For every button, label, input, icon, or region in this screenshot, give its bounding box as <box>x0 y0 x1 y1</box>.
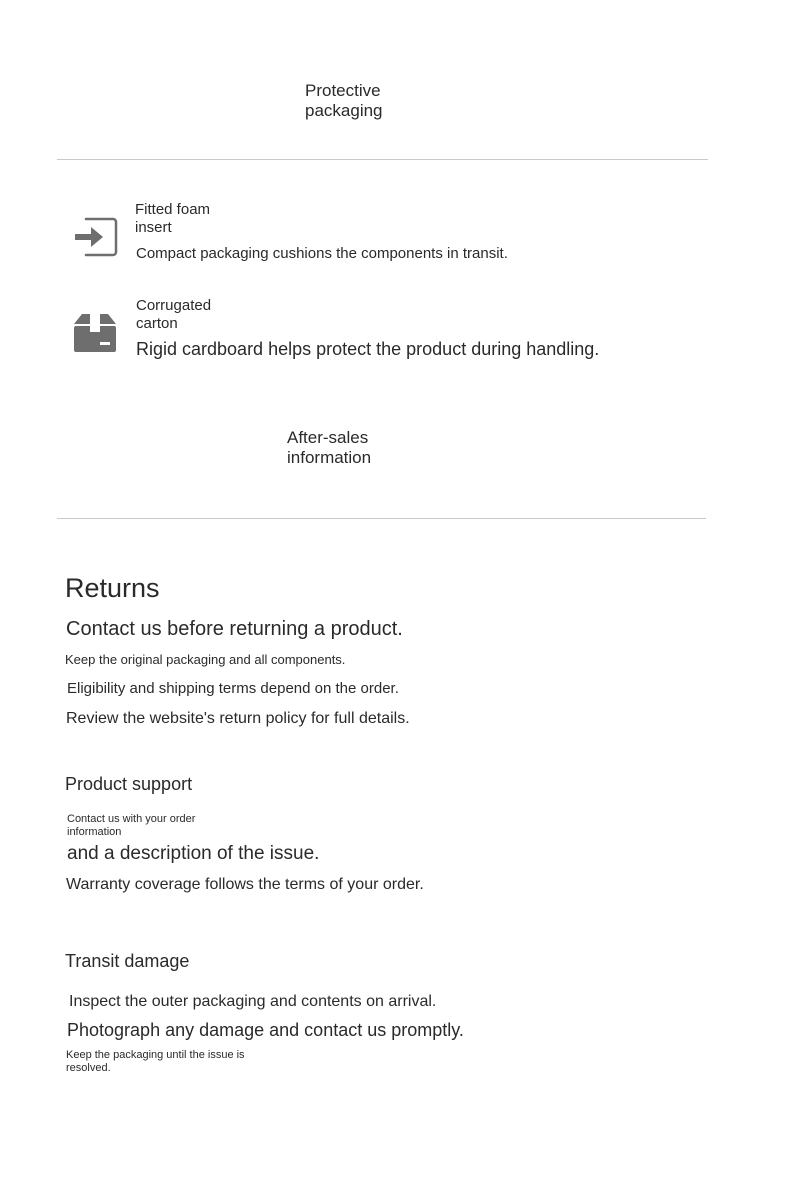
product-support-line: Warranty coverage follows the terms of your order. <box>66 876 424 893</box>
product-support-line: and a description of the issue. <box>67 843 320 864</box>
returns-line: Eligibility and shipping terms depend on the order. <box>67 680 399 697</box>
transit-damage-heading: Transit damage <box>65 951 190 971</box>
returns-heading: Returns <box>65 573 160 603</box>
item-title: Corrugated carton <box>136 297 212 332</box>
item-description: Compact packaging cushions the components in transit. <box>136 245 508 262</box>
transit-damage-line: Inspect the outer packaging and contents on arrival. <box>69 993 437 1010</box>
divider <box>57 159 708 160</box>
box-icon <box>72 310 118 356</box>
item-description: Rigid cardboard helps protect the product during handling. <box>136 339 600 359</box>
transit-damage-line: Photograph any damage and contact us promptly. <box>67 1020 464 1040</box>
product-support-line: Contact us with your order information <box>67 813 196 838</box>
after-sales-heading: After-sales information <box>287 428 372 467</box>
returns-line: Review the website's return policy for full details. <box>66 710 410 727</box>
divider <box>57 518 706 519</box>
packaging-heading: Protective packaging <box>305 81 383 120</box>
transit-damage-line: Keep the packaging until the issue is resolved. <box>66 1049 245 1074</box>
returns-line: Contact us before returning a product. <box>66 618 403 640</box>
returns-line: Keep the original packaging and all components. <box>65 652 346 667</box>
item-title: Fitted foam insert <box>135 201 211 236</box>
product-support-heading: Product support <box>65 774 193 794</box>
arrow-in-icon <box>72 214 118 260</box>
